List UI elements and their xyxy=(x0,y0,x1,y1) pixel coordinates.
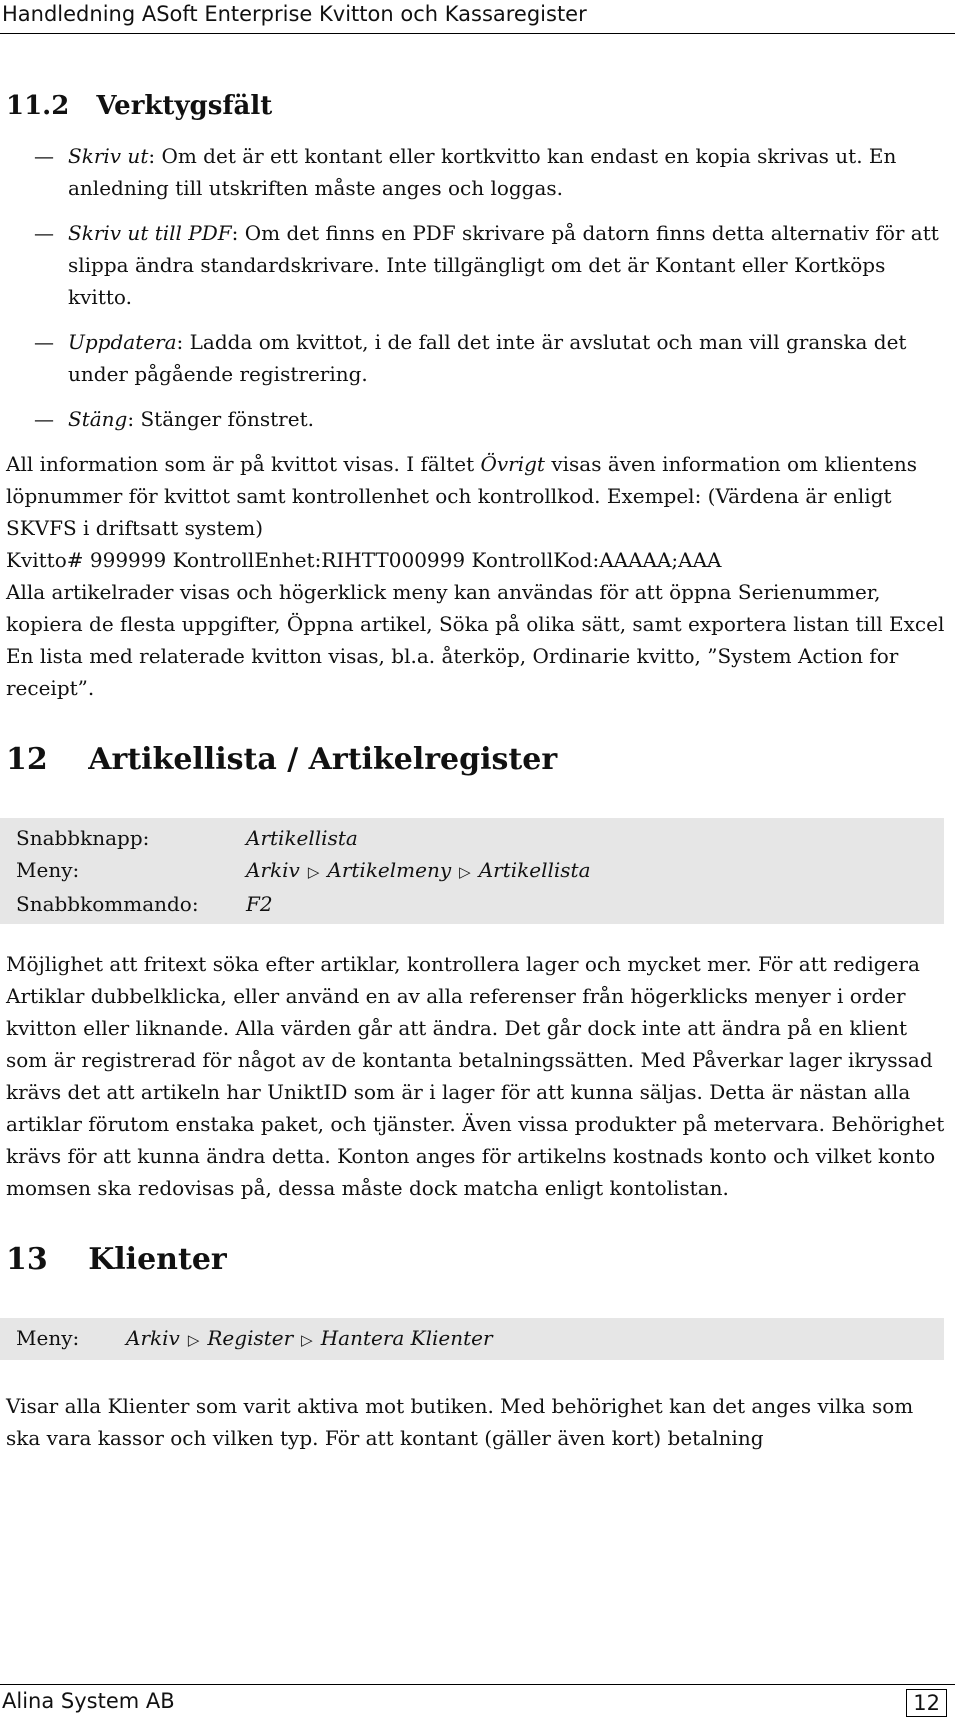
menu-info-box xyxy=(0,1318,944,1360)
section-heading-13 xyxy=(6,1242,946,1278)
footer-company: Alina System AB xyxy=(2,1689,175,1713)
list-item xyxy=(6,217,946,313)
para-text: visas även information om klientens löpnummer för kvittot samt kontrollenhet och kontrollkod. Exempel: (Värdena är enligt SKVFS i driftsatt system) xyxy=(6,452,918,540)
paragraph-article-rows: Alla artikelrader visas och högerklick meny kan användas för att öppna Serienummer, kopiera de flesta uppgifter, Öppna artikel, Söka på olika sätt, samt exportera listan till Excel xyxy=(6,580,945,636)
item-text: : Om det är ett kontant eller kortkvitto kan endast en kopia skrivas ut. En anledning till utskriften måste anges och loggas. xyxy=(68,144,897,200)
page-number: 12 xyxy=(906,1689,947,1717)
list-item xyxy=(6,403,946,435)
triangle-right-icon: ▷ xyxy=(459,863,471,881)
menu-path xyxy=(126,1322,493,1356)
menu-path-item: Hantera Klienter xyxy=(320,1326,493,1350)
item-term: Uppdatera xyxy=(68,330,177,354)
list-item xyxy=(6,326,946,390)
subsection-title: Verktygsfält xyxy=(96,91,273,121)
paragraph-clients: Visar alla Klienter som varit aktiva mot butiken. Med behörighet kan det anges vilka som ska vara kassor och vilken typ. För att kontant (gäller även kort) betalning xyxy=(6,1394,914,1450)
page-content xyxy=(6,90,946,1454)
subsection-heading-11-2 xyxy=(6,90,946,122)
command-value: F2 xyxy=(246,892,273,916)
item-text: : Ladda om kvittot, i de fall det inte är avslutat och man vill granska det under pågående registrering. xyxy=(68,330,907,386)
item-term: Stäng xyxy=(68,407,128,431)
paragraph-related-receipts: En lista med relaterade kvitton visas, bl.a. återköp, Ordinarie kvitto, ”System Action for receipt”. xyxy=(6,644,899,700)
para-text: All information som är på kvittot visas. I fältet xyxy=(6,452,481,476)
menu-row xyxy=(16,1322,928,1356)
section-number: 12 xyxy=(6,742,48,777)
command-row xyxy=(16,888,928,920)
dash-bullet: — xyxy=(34,144,54,168)
list-item xyxy=(6,140,946,204)
menu-path-item: Artikellista xyxy=(478,858,591,882)
paragraph-receipt-info xyxy=(6,448,946,544)
menu-path-item: Arkiv xyxy=(126,1326,180,1350)
dash-bullet: — xyxy=(34,407,54,431)
triangle-right-icon: ▷ xyxy=(307,863,320,881)
menu-label: Meny: xyxy=(16,858,80,882)
menu-label: Meny: xyxy=(16,1326,80,1350)
paragraph-example: Kvitto# 999999 KontrollEnhet:RIHTT000999 KontrollKod:AAAAA;AAA xyxy=(6,548,722,572)
header-title: Handledning ASoft Enterprise Kvitton och Kassaregister xyxy=(2,2,587,26)
command-label: Snabbkommando: xyxy=(16,892,199,916)
section-title: Artikellista / Artikelregister xyxy=(88,742,558,777)
paragraph-article-list: Möjlighet att fritext söka efter artiklar, kontrollera lager och mycket mer. För att redigera Artiklar dubbelklicka, eller använd en av alla referenser från högerklicks menyer i order kvitton eller liknande. Alla värden går att ändra. Det går dock inte att ändra på en klient som är registrerad för något av de kontanta betalningssätten. Med Påverkar lager ikryssad krävs det att artikeln har UniktID som är i lager för att kunna säljas. Detta är nästan alla artiklar förutom enstaka paket, och tjänster. Även vissa produkter på metervara. Behörighet krävs för att kunna ändra detta. Konton anges för artikelns kostnads konto och vilket konto momsen ska redovisas på, dessa måste dock matcha enligt kontolistan. xyxy=(6,952,945,1200)
page-header xyxy=(0,0,955,34)
menu-path xyxy=(246,854,591,888)
section-title: Klienter xyxy=(88,1242,227,1277)
menu-info-box xyxy=(0,818,944,924)
item-text: : Stänger fönstret. xyxy=(127,407,314,431)
shortcut-row xyxy=(16,822,928,854)
section-number: 13 xyxy=(6,1242,48,1277)
dash-bullet: — xyxy=(34,221,54,245)
item-term: Skriv ut till PDF xyxy=(68,221,232,245)
dash-bullet: — xyxy=(34,330,54,354)
subsection-number: 11.2 xyxy=(6,91,70,121)
toolbar-item-list xyxy=(6,140,946,435)
field-name: Övrigt xyxy=(480,452,545,476)
menu-path-item: Register xyxy=(207,1326,294,1350)
menu-path-item: Artikelmeny xyxy=(327,858,452,882)
menu-path-item: Arkiv xyxy=(246,858,300,882)
item-term: Skriv ut xyxy=(68,144,149,168)
triangle-right-icon: ▷ xyxy=(187,1331,200,1349)
shortcut-label: Snabbknapp: xyxy=(16,826,150,850)
section-heading-12 xyxy=(6,742,946,778)
item-text: : Om det finns en PDF skrivare på datorn finns detta alternativ för att slippa ändra standardskrivare. Inte tillgängligt om det är Kontant eller Kortköps kvitto. xyxy=(68,221,939,309)
menu-row xyxy=(16,854,928,888)
triangle-right-icon: ▷ xyxy=(301,1331,313,1349)
shortcut-value: Artikellista xyxy=(246,826,358,850)
page-footer xyxy=(0,1684,955,1720)
